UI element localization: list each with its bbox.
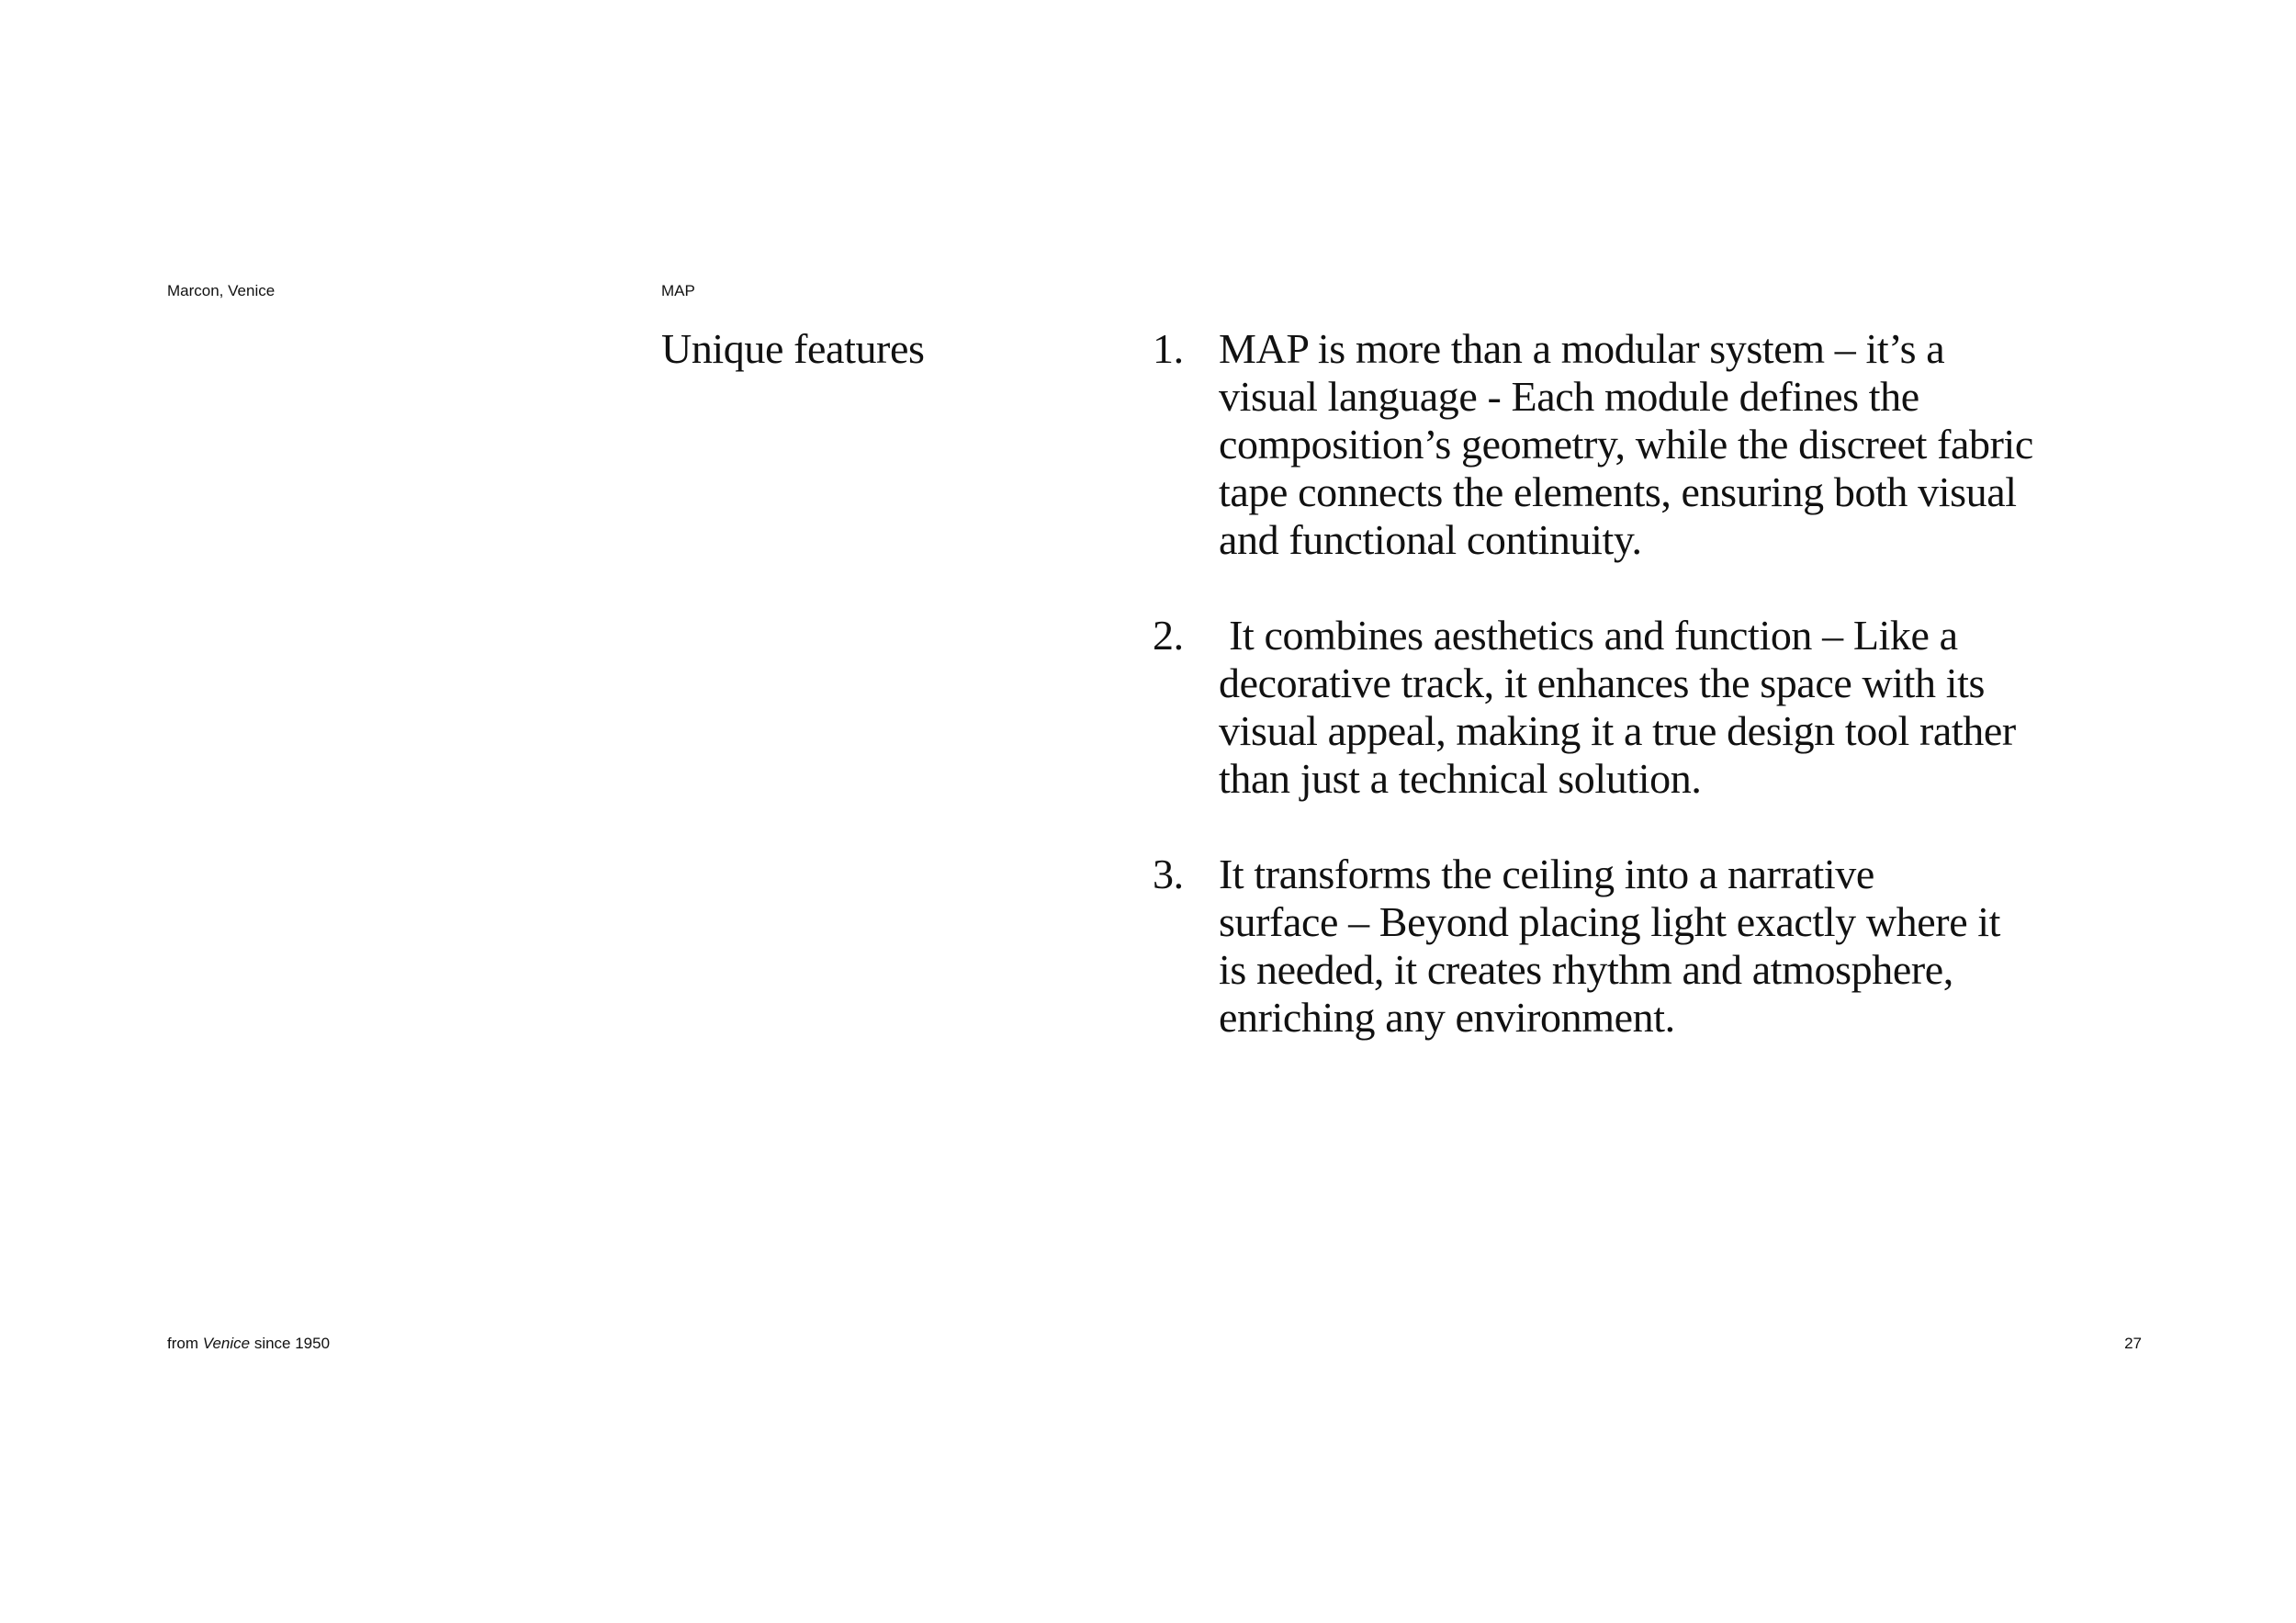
feature-item-3 bbox=[1153, 851, 2144, 1042]
page-number: 27 bbox=[2124, 1335, 2142, 1352]
feature-line: surface – Beyond placing light exactly where it bbox=[1219, 898, 2001, 945]
feature-list bbox=[1153, 325, 2144, 1089]
feature-item-2 bbox=[1153, 612, 2144, 803]
footer-suffix: since 1950 bbox=[250, 1335, 331, 1352]
feature-line: decorative track, it enhances the space with its bbox=[1219, 659, 1986, 706]
feature-number: 1. bbox=[1153, 325, 1184, 372]
feature-text bbox=[1219, 851, 2000, 1042]
footer-prefix: from bbox=[167, 1335, 203, 1352]
feature-number: 3. bbox=[1153, 851, 1184, 897]
footer-emphasis: Venice bbox=[202, 1335, 251, 1352]
feature-number: 2. bbox=[1153, 612, 1184, 659]
feature-line: enriching any environment. bbox=[1219, 994, 1675, 1041]
feature-line: composition’s geometry, while the discreet fabric bbox=[1219, 421, 2033, 468]
feature-text bbox=[1219, 325, 2033, 564]
footer-tagline bbox=[167, 1335, 330, 1353]
feature-line: It transforms the ceiling into a narrative bbox=[1219, 851, 1874, 897]
feature-line: tape connects the elements, ensuring both visual bbox=[1219, 468, 2017, 515]
feature-text bbox=[1219, 612, 2016, 803]
feature-line: visual language - Each module defines the bbox=[1219, 373, 1919, 420]
feature-line: visual appeal, making it a true design tool rather bbox=[1219, 707, 2016, 754]
feature-line: than just a technical solution. bbox=[1219, 755, 1702, 802]
brand-label: Marcon, Venice bbox=[167, 282, 276, 299]
feature-item-1 bbox=[1153, 325, 2144, 564]
section-label: MAP bbox=[661, 282, 695, 299]
page-heading: Unique features bbox=[661, 325, 925, 372]
feature-line: and functional continuity. bbox=[1219, 516, 1642, 563]
feature-line: It combines aesthetics and function – Like a bbox=[1219, 612, 1958, 659]
feature-line: is needed, it creates rhythm and atmosphere, bbox=[1219, 946, 1953, 993]
feature-line: MAP is more than a modular system – it’s a bbox=[1219, 325, 1945, 372]
